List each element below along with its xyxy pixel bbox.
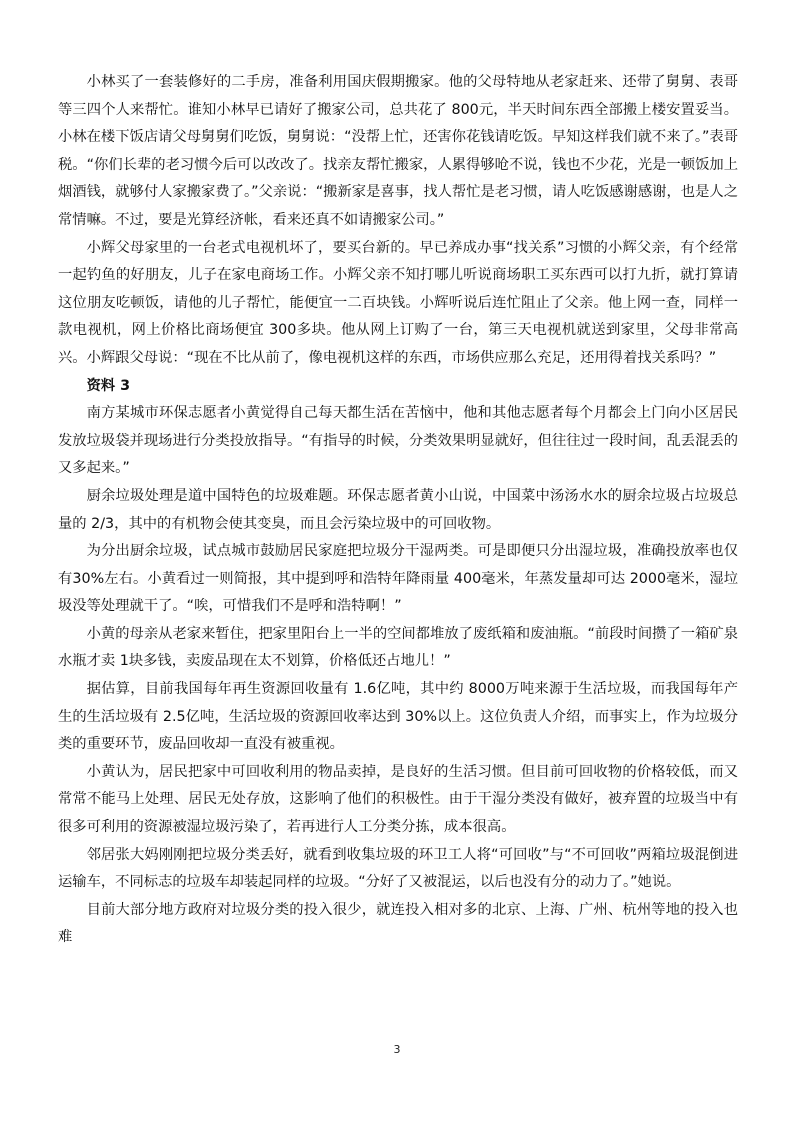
paragraph: 据估算，目前我国每年再生资源回收量有 1.6亿吨，其中约 8000万吨来源于生活垃圾，而我国每年产生的生活垃圾有 2.5亿吨，生活垃圾的资源回收率达到 30%以上。这位负责人介绍，而事实上，作为垃圾分类的重要环节，废品回收却一直没有被重视。: [58, 681, 738, 753]
paragraph: 小黄认为，居民把家中可回收利用的物品卖掉，是良好的生活习惯。但目前可回收物的价格较低，而又常常不能马上处理、居民无处存放，这影响了他们的积极性。由于干湿分类没有做好，被弃置的垃圾当中有很多可利用的资源被湿垃圾污染了，若再进行人工分类分拣，成本很高。: [58, 763, 738, 836]
page-number: 3: [393, 1043, 401, 1056]
paragraph: 厨余垃圾处理是道中国特色的垃圾难题。环保志愿者黄小山说，中国菜中汤汤水水的厨余垃圾占垃圾总量的 2/3，其中的有机物会使其变臭，而且会污染垃圾中的可回收物。: [58, 487, 738, 532]
document-body: [58, 69, 738, 952]
paragraph: 小林买了一套装修好的二手房，准备利用国庆假期搬家。他的父母特地从老家赶来、还带了舅舅、表哥等三四个人来帮忙。谁知小林早已请好了搬家公司，总共花了 800元，半天时间东西全部搬上楼安置妥当。小林在楼下饭店请父母舅舅们吃饭，舅舅说：“没帮上忙，还害你花钱请吃饭。早知这样我们就不来了。”表哥税。“你们长辈的老习惯今后可以改改了。找亲友帮忙搬家，人累得够呛不说，钱也不少花，光是一顿饭加上烟酒钱，就够付人家搬家费了。”父亲说：“搬新家是喜事，找人帮忙是老习惯，请人吃饭感谢感谢，也是人之常情嘛。不过，要是光算经济帐，看来还真不如请搬家公司。”: [58, 74, 738, 228]
paragraph: 小辉父母家里的一台老式电视机坏了，要买台新的。早已养成办事“找关系”习惯的小辉父亲，有个经常一起钓鱼的好朋友，儿子在家电商场工作。小辉父亲不知打哪儿听说商场职工买东西可以打九折，就打算请这位朋友吃顿饭，请他的儿子帮忙，能便宜一二百块钱。小辉听说后连忙阻止了父亲。他上网一查，同样一款电视机，网上价格比商场便宜 300多块。他从网上订购了一台，第三天电视机就送到家里，父母非常高兴。小辉跟父母说：“现在不比从前了，像电视机这样的东西，市场供应那么充足，还用得着找关系吗？”: [58, 239, 738, 366]
paragraph: 目前大部分地方政府对垃圾分类的投入很少，就连投入相对多的北京、上海、广州、杭州等地的投入也难: [58, 901, 738, 946]
paragraph: 邻居张大妈刚刚把垃圾分类丢好，就看到收集垃圾的环卫工人将“可回收”与“不可回收”两箱垃圾混倒进运输车，不同标志的垃圾车却装起同样的垃圾。“分好了又被混运，以后也没有分的动力了。”她说。: [58, 846, 738, 891]
paragraph: 南方某城市环保志愿者小黄觉得自己每天都生活在苦恼中，他和其他志愿者每个月都会上门向小区居民发放垃圾袋并现场进行分类投放指导。“有指导的时候，分类效果明显就好，但往往过一段时间，乱丢混丢的又多起来。”: [58, 405, 738, 477]
section-heading: 资料 3: [86, 377, 131, 394]
paragraph: 小黄的母亲从老家来暂住，把家里阳台上一半的空间都堆放了废纸箱和废油瓶。“前段时间攒了一箱矿泉水瓶才卖 1块多钱，卖废品现在太不划算，价格低还占地儿！”: [58, 625, 738, 670]
paragraph: 为分出厨余垃圾，试点城市鼓励居民家庭把垃圾分干湿两类。可是即便只分出湿垃圾，准确投放率也仅有30%左右。小黄看过一则简报，其中提到呼和浩特年降雨量 400毫米，年蒸发量却可达 2000毫米，湿垃圾没等处理就干了。“唉，可惜我们不是呼和浩特啊！”: [58, 543, 738, 615]
